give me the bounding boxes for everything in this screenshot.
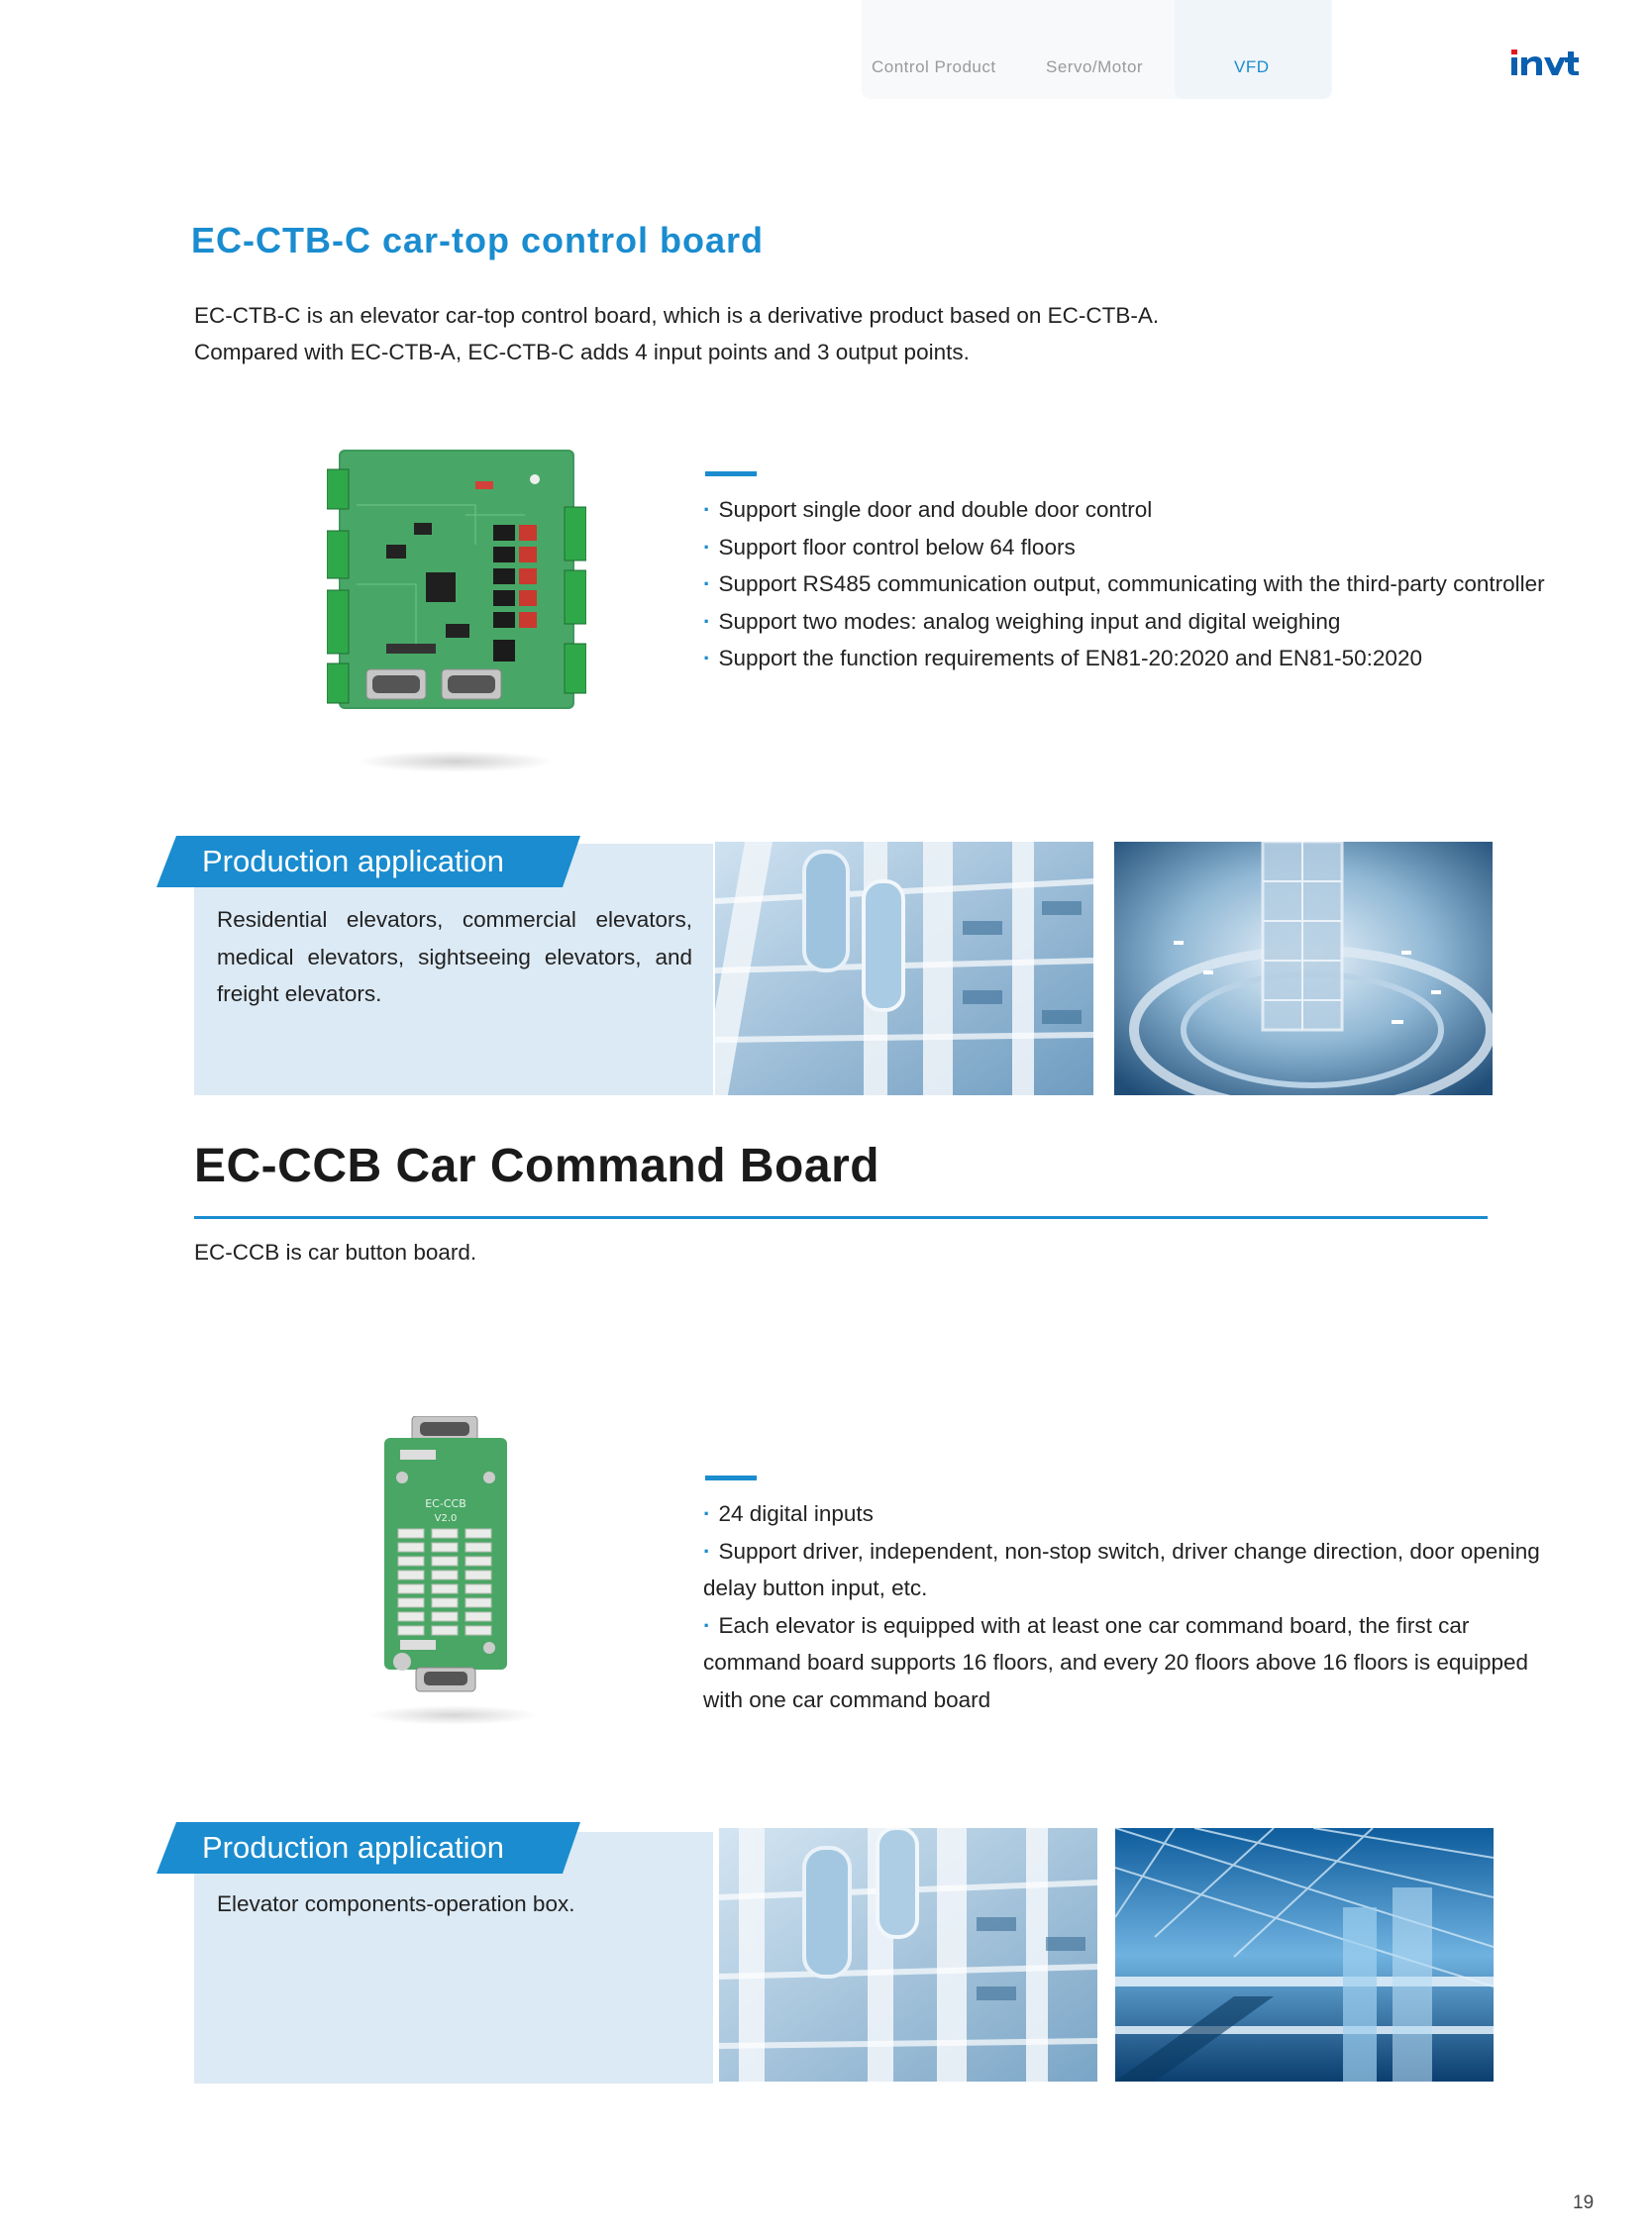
board-button-connector [465, 1557, 491, 1566]
section2-title: EC-CCB Car Command Board [194, 1140, 880, 1192]
board-button-connector [432, 1557, 458, 1566]
mall-escalator-photo [1115, 1828, 1494, 2082]
list-item: · Support the function requirements of EN81-20:2020 and EN81-50:2020 [703, 646, 1422, 670]
board-button-connector [432, 1584, 458, 1593]
application2-tag: Production application [156, 1822, 580, 1874]
active-tab-background [1175, 0, 1331, 99]
section1-intro-line1: EC-CTB-C is an elevator car-top control board, which is a derivative product based on EC-CTB-A. [194, 303, 1160, 328]
section2-feature-list [703, 1495, 1545, 1718]
section2-intro: EC-CCB is car button board. [194, 1240, 477, 1265]
list-item: · Support driver, independent, non-stop switch, driver change direction, door opening delay button input, etc. [703, 1538, 1540, 1600]
section1-feature-list [703, 491, 1555, 677]
list-item: · Support RS485 communication output, communicating with the third-party controller [703, 571, 1545, 596]
board-button-connector [432, 1571, 458, 1579]
section1-title: EC-CTB-C car-top control board [191, 220, 764, 260]
board-button-connector [432, 1612, 458, 1621]
board-button-connector [432, 1598, 458, 1607]
elevator-glass-photo [715, 842, 1093, 1095]
board-button-connector [398, 1584, 424, 1593]
application2-text: Elevator components-operation box. [217, 1891, 575, 1916]
section1-intro-line2: Compared with EC-CTB-A, EC-CTB-C adds 4 input points and 3 output points. [194, 340, 970, 364]
board-button-connector [398, 1543, 424, 1552]
features1-accent-bar [705, 471, 757, 476]
board-button-connector [465, 1584, 491, 1593]
application1-tag: Production application [156, 836, 580, 887]
board-button-connector [465, 1612, 491, 1621]
tab-control-product[interactable]: Control Product [872, 57, 996, 76]
board1-shadow [357, 751, 555, 772]
board-button-connector [432, 1529, 458, 1538]
board-button-connector [465, 1598, 491, 1607]
board2-shadow [368, 1705, 539, 1725]
elevator-atrium-photo [1114, 842, 1493, 1095]
ec-ccb-board-image [376, 1416, 515, 1693]
features2-accent-bar [705, 1476, 757, 1480]
board-button-connector [398, 1571, 424, 1579]
section1-intro [194, 297, 1383, 370]
board-button-connector [398, 1598, 424, 1607]
board-button-connector [465, 1571, 491, 1579]
board2-model-label: EC-CCB [425, 1497, 466, 1510]
page-number: 19 [1573, 2192, 1595, 2213]
list-item: · 24 digital inputs [703, 1501, 874, 1526]
board-button-connector [398, 1612, 424, 1621]
application1-text: Residential elevators, commercial elevators, medical elevators, sightseeing elevators, and freight elevators. [217, 907, 692, 1006]
section2-divider [194, 1216, 1488, 1219]
invt-logo[interactable] [1509, 46, 1581, 88]
list-item: · Support two modes: analog weighing input and digital weighing [703, 608, 1341, 634]
list-item: · Support floor control below 64 floors [703, 534, 1076, 560]
ec-ctb-c-board-image [327, 446, 586, 723]
tab-vfd[interactable]: VFD [1234, 57, 1270, 76]
board-button-connector [398, 1529, 424, 1538]
list-item: · Each elevator is equipped with at least one car command board, the first car command board supports 16 floors, and every 20 floors above 16 floors is equipped with one car command board [703, 1612, 1528, 1712]
board2-version-label: V2.0 [434, 1513, 458, 1524]
invt-logo-icon [1509, 46, 1581, 79]
board-button-connector [465, 1529, 491, 1538]
board-button-connector [465, 1543, 491, 1552]
elevator-glass-photo-2 [719, 1828, 1097, 2082]
board-button-connector [432, 1626, 458, 1635]
board-button-connector [432, 1543, 458, 1552]
tab-servo-motor[interactable]: Servo/Motor [1046, 57, 1144, 76]
board-button-connector [398, 1557, 424, 1566]
board-button-connector [398, 1626, 424, 1635]
board-button-connector [465, 1626, 491, 1635]
list-item: · Support single door and double door control [703, 497, 1153, 522]
